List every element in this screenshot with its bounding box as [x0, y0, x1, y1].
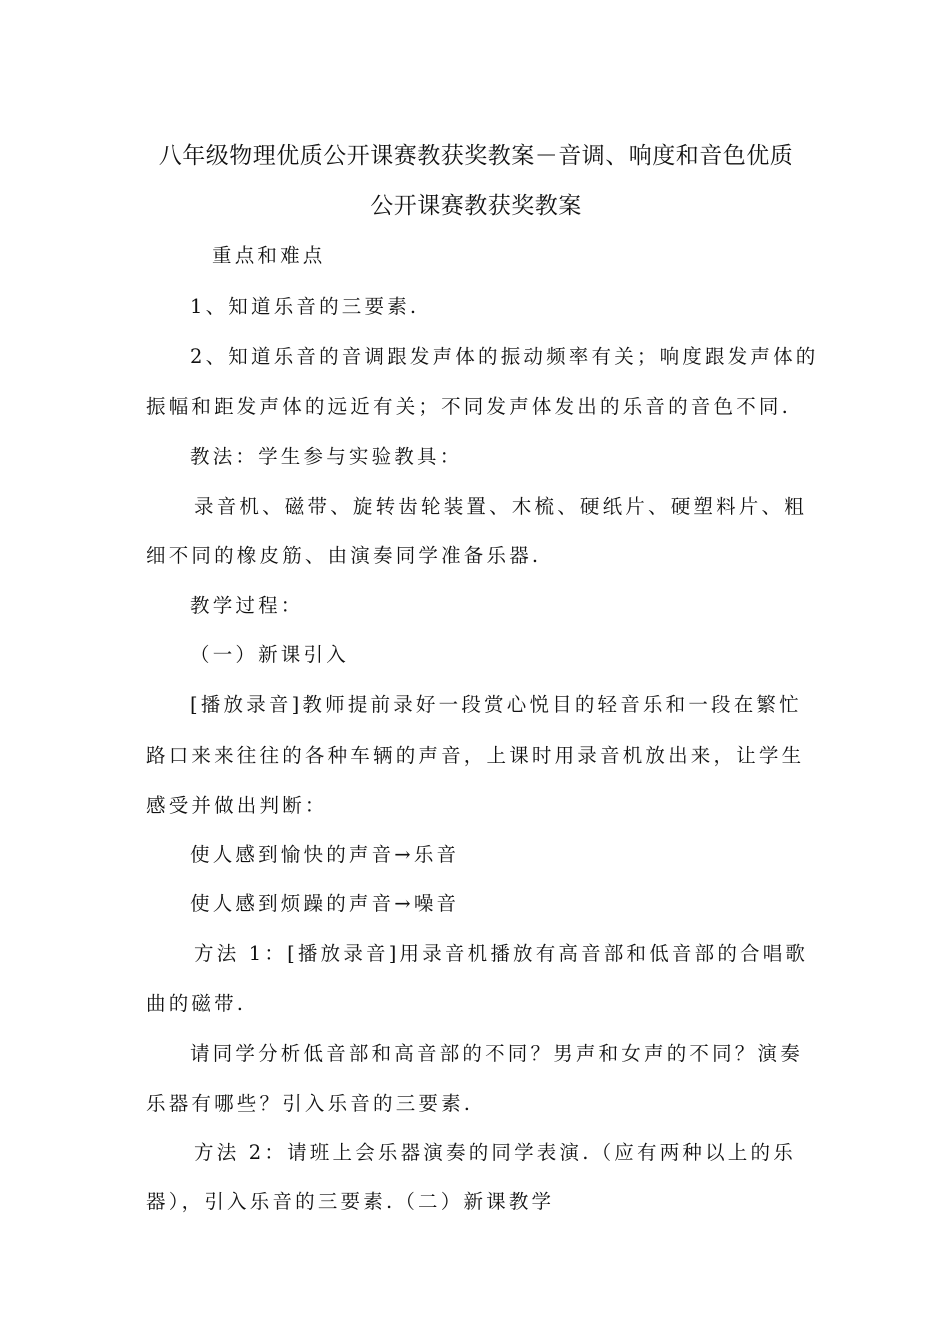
paragraph-line: 使人感到愉快的声音→乐音 — [190, 843, 460, 866]
paragraph-line: 感受并做出判断： — [146, 794, 328, 817]
section-heading-key-points: 重点和难点 — [212, 244, 326, 267]
paragraph-line: 1、知道乐音的三要素. — [190, 295, 420, 318]
document-title-line-1: 八年级物理优质公开课赛教获奖教案－音调、响度和音色优质 — [158, 143, 794, 169]
paragraph-line: 路口来来往往的各种车辆的声音，上课时用录音机放出来，让学生 — [146, 744, 805, 767]
paragraph-line: 请同学分析低音部和高音部的不同？男声和女声的不同？演奏 — [190, 1042, 803, 1065]
paragraph-line: 录音机、磁带、旋转齿轮装置、木梳、硬纸片、硬塑料片、粗 — [194, 495, 807, 518]
paragraph-line: 细不同的橡皮筋、由演奏同学准备乐器. — [146, 544, 542, 567]
paragraph-line: 方法 2：请班上会乐器演奏的同学表演.（应有两种以上的乐 — [194, 1141, 796, 1164]
paragraph-line: 使人感到烦躁的声音→噪音 — [190, 892, 460, 915]
paragraph-line: [播放录音]教师提前录好一段赏心悦目的轻音乐和一段在繁忙 — [190, 693, 802, 716]
paragraph-line: 教法：学生参与实验教具： — [190, 445, 463, 468]
paragraph-line: 振幅和距发声体的远近有关；不同发声体发出的乐音的音色不同. — [146, 395, 791, 418]
paragraph-line: 器），引入乐音的三要素.（二）新课教学 — [146, 1190, 555, 1213]
paragraph-line: 乐器有哪些？引入乐音的三要素. — [146, 1092, 474, 1115]
paragraph-line: 方法 1：[播放录音]用录音机播放有高音部和低音部的合唱歌 — [194, 942, 809, 965]
section-heading-new-lesson-intro: （一）新课引入 — [190, 643, 349, 666]
document-title-line-2: 公开课赛教获奖教案 — [370, 193, 582, 219]
section-heading-teaching-process: 教学过程： — [190, 594, 304, 617]
paragraph-line: 曲的磁带. — [146, 992, 247, 1015]
paragraph-line: 2、知道乐音的音调跟发声体的振动频率有关；响度跟发声体的 — [190, 345, 819, 368]
